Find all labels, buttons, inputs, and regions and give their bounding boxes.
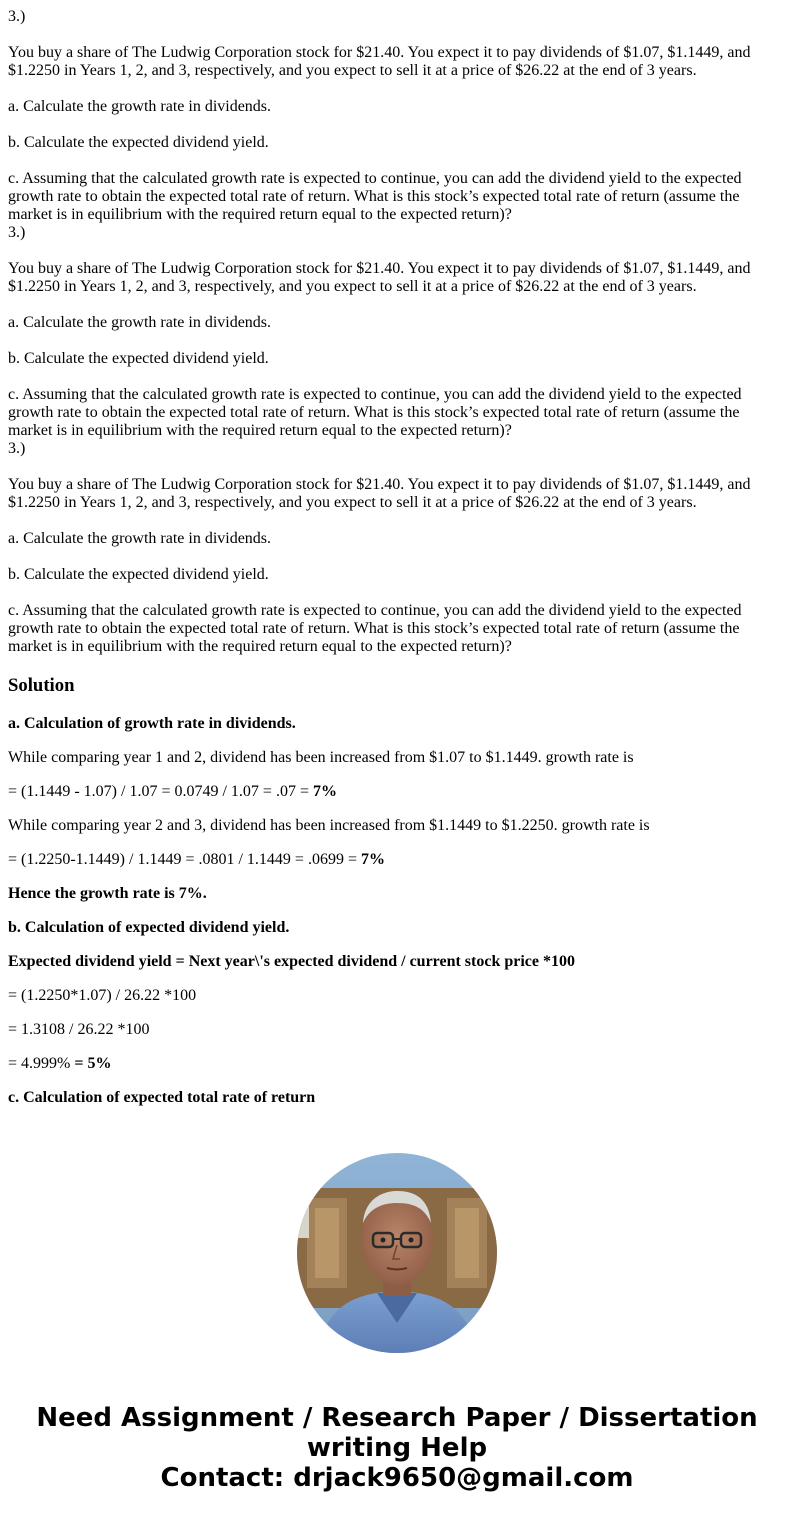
question-intro: You buy a share of The Ludwig Corporation stock for $21.40. You expect it to pay dividends of $1.07, $1.1449, and $1.2250 in Years 1, 2, and 3, respectively, and you expect to sell it at a price of $26.22 at the end of 3 years. xyxy=(8,260,751,295)
part-a-heading: a. Calculation of growth rate in dividends. xyxy=(8,715,296,732)
tutor-avatar xyxy=(297,1153,497,1353)
promo-footer xyxy=(0,1403,794,1493)
promo-line-1: Need Assignment / Research Paper / Dissertation xyxy=(36,1403,758,1433)
question-part-b: b. Calculate the expected dividend yield. xyxy=(8,350,269,367)
part-a-calc2: = (1.2250-1.1449) / 1.1449 = .0801 / 1.1449 = .0699 = 7% xyxy=(8,851,385,868)
part-a-line2: While comparing year 2 and 3, dividend has been increased from $1.1449 to $1.2250. growth rate is xyxy=(8,817,650,834)
portrait-image xyxy=(297,1153,497,1353)
part-b-calc2: = 1.3108 / 26.22 *100 xyxy=(8,1021,150,1038)
question-part-a: a. Calculate the growth rate in dividends. xyxy=(8,314,272,331)
question-part-c: c. Assuming that the calculated growth rate is expected to continue, you can add the dividend yield to the expected growth rate to obtain the expected total rate of return. What is this stock’s expected total rate of return (assume the market is in equilibrium with the required return equal to the expected return)? xyxy=(8,386,742,439)
part-b-formula: Expected dividend yield = Next year\'s expected dividend / current stock price *100 xyxy=(8,953,576,970)
question-block xyxy=(8,440,786,656)
question-block xyxy=(8,8,786,224)
question-part-b: b. Calculate the expected dividend yield. xyxy=(8,134,269,151)
part-a-line1: While comparing year 1 and 2, dividend has been increased from $1.07 to $1.1449. growth rate is xyxy=(8,749,634,766)
solution-title: Solution xyxy=(8,675,75,696)
promo-contact: Contact: drjack9650@gmail.com xyxy=(160,1463,634,1493)
question-block xyxy=(8,224,786,440)
question-number: 3.) xyxy=(8,224,26,241)
question-number: 3.) xyxy=(8,440,26,457)
question-part-a: a. Calculate the growth rate in dividends. xyxy=(8,530,272,547)
part-b-calc1: = (1.2250*1.07) / 26.22 *100 xyxy=(8,987,197,1004)
part-b-heading: b. Calculation of expected dividend yield. xyxy=(8,919,290,936)
question-part-c: c. Assuming that the calculated growth rate is expected to continue, you can add the dividend yield to the expected growth rate to obtain the expected total rate of return. What is this stock’s expected total rate of return (assume the market is in equilibrium with the required return equal to the expected return)? xyxy=(8,170,742,223)
question-number: 3.) xyxy=(8,8,26,25)
question-intro: You buy a share of The Ludwig Corporation stock for $21.40. You expect it to pay dividends of $1.07, $1.1449, and $1.2250 in Years 1, 2, and 3, respectively, and you expect to sell it at a price of $26.22 at the end of 3 years. xyxy=(8,44,751,79)
promo-line-2: writing Help xyxy=(306,1433,488,1463)
part-a-conclusion: Hence the growth rate is 7%. xyxy=(8,885,207,902)
part-a-calc1: = (1.1449 - 1.07) / 1.07 = 0.0749 / 1.07 = .07 = 7% xyxy=(8,783,337,800)
part-b-calc3: = 4.999% = 5% xyxy=(8,1055,112,1072)
question-intro: You buy a share of The Ludwig Corporation stock for $21.40. You expect it to pay dividends of $1.07, $1.1449, and $1.2250 in Years 1, 2, and 3, respectively, and you expect to sell it at a price of $26.22 at the end of 3 years. xyxy=(8,476,751,511)
part-c-heading: c. Calculation of expected total rate of return xyxy=(8,1089,316,1106)
question-part-a: a. Calculate the growth rate in dividends. xyxy=(8,98,272,115)
question-part-b: b. Calculate the expected dividend yield. xyxy=(8,566,269,583)
question-part-c: c. Assuming that the calculated growth rate is expected to continue, you can add the dividend yield to the expected growth rate to obtain the expected total rate of return. What is this stock’s expected total rate of return (assume the market is in equilibrium with the required return equal to the expected return)? xyxy=(8,602,742,655)
